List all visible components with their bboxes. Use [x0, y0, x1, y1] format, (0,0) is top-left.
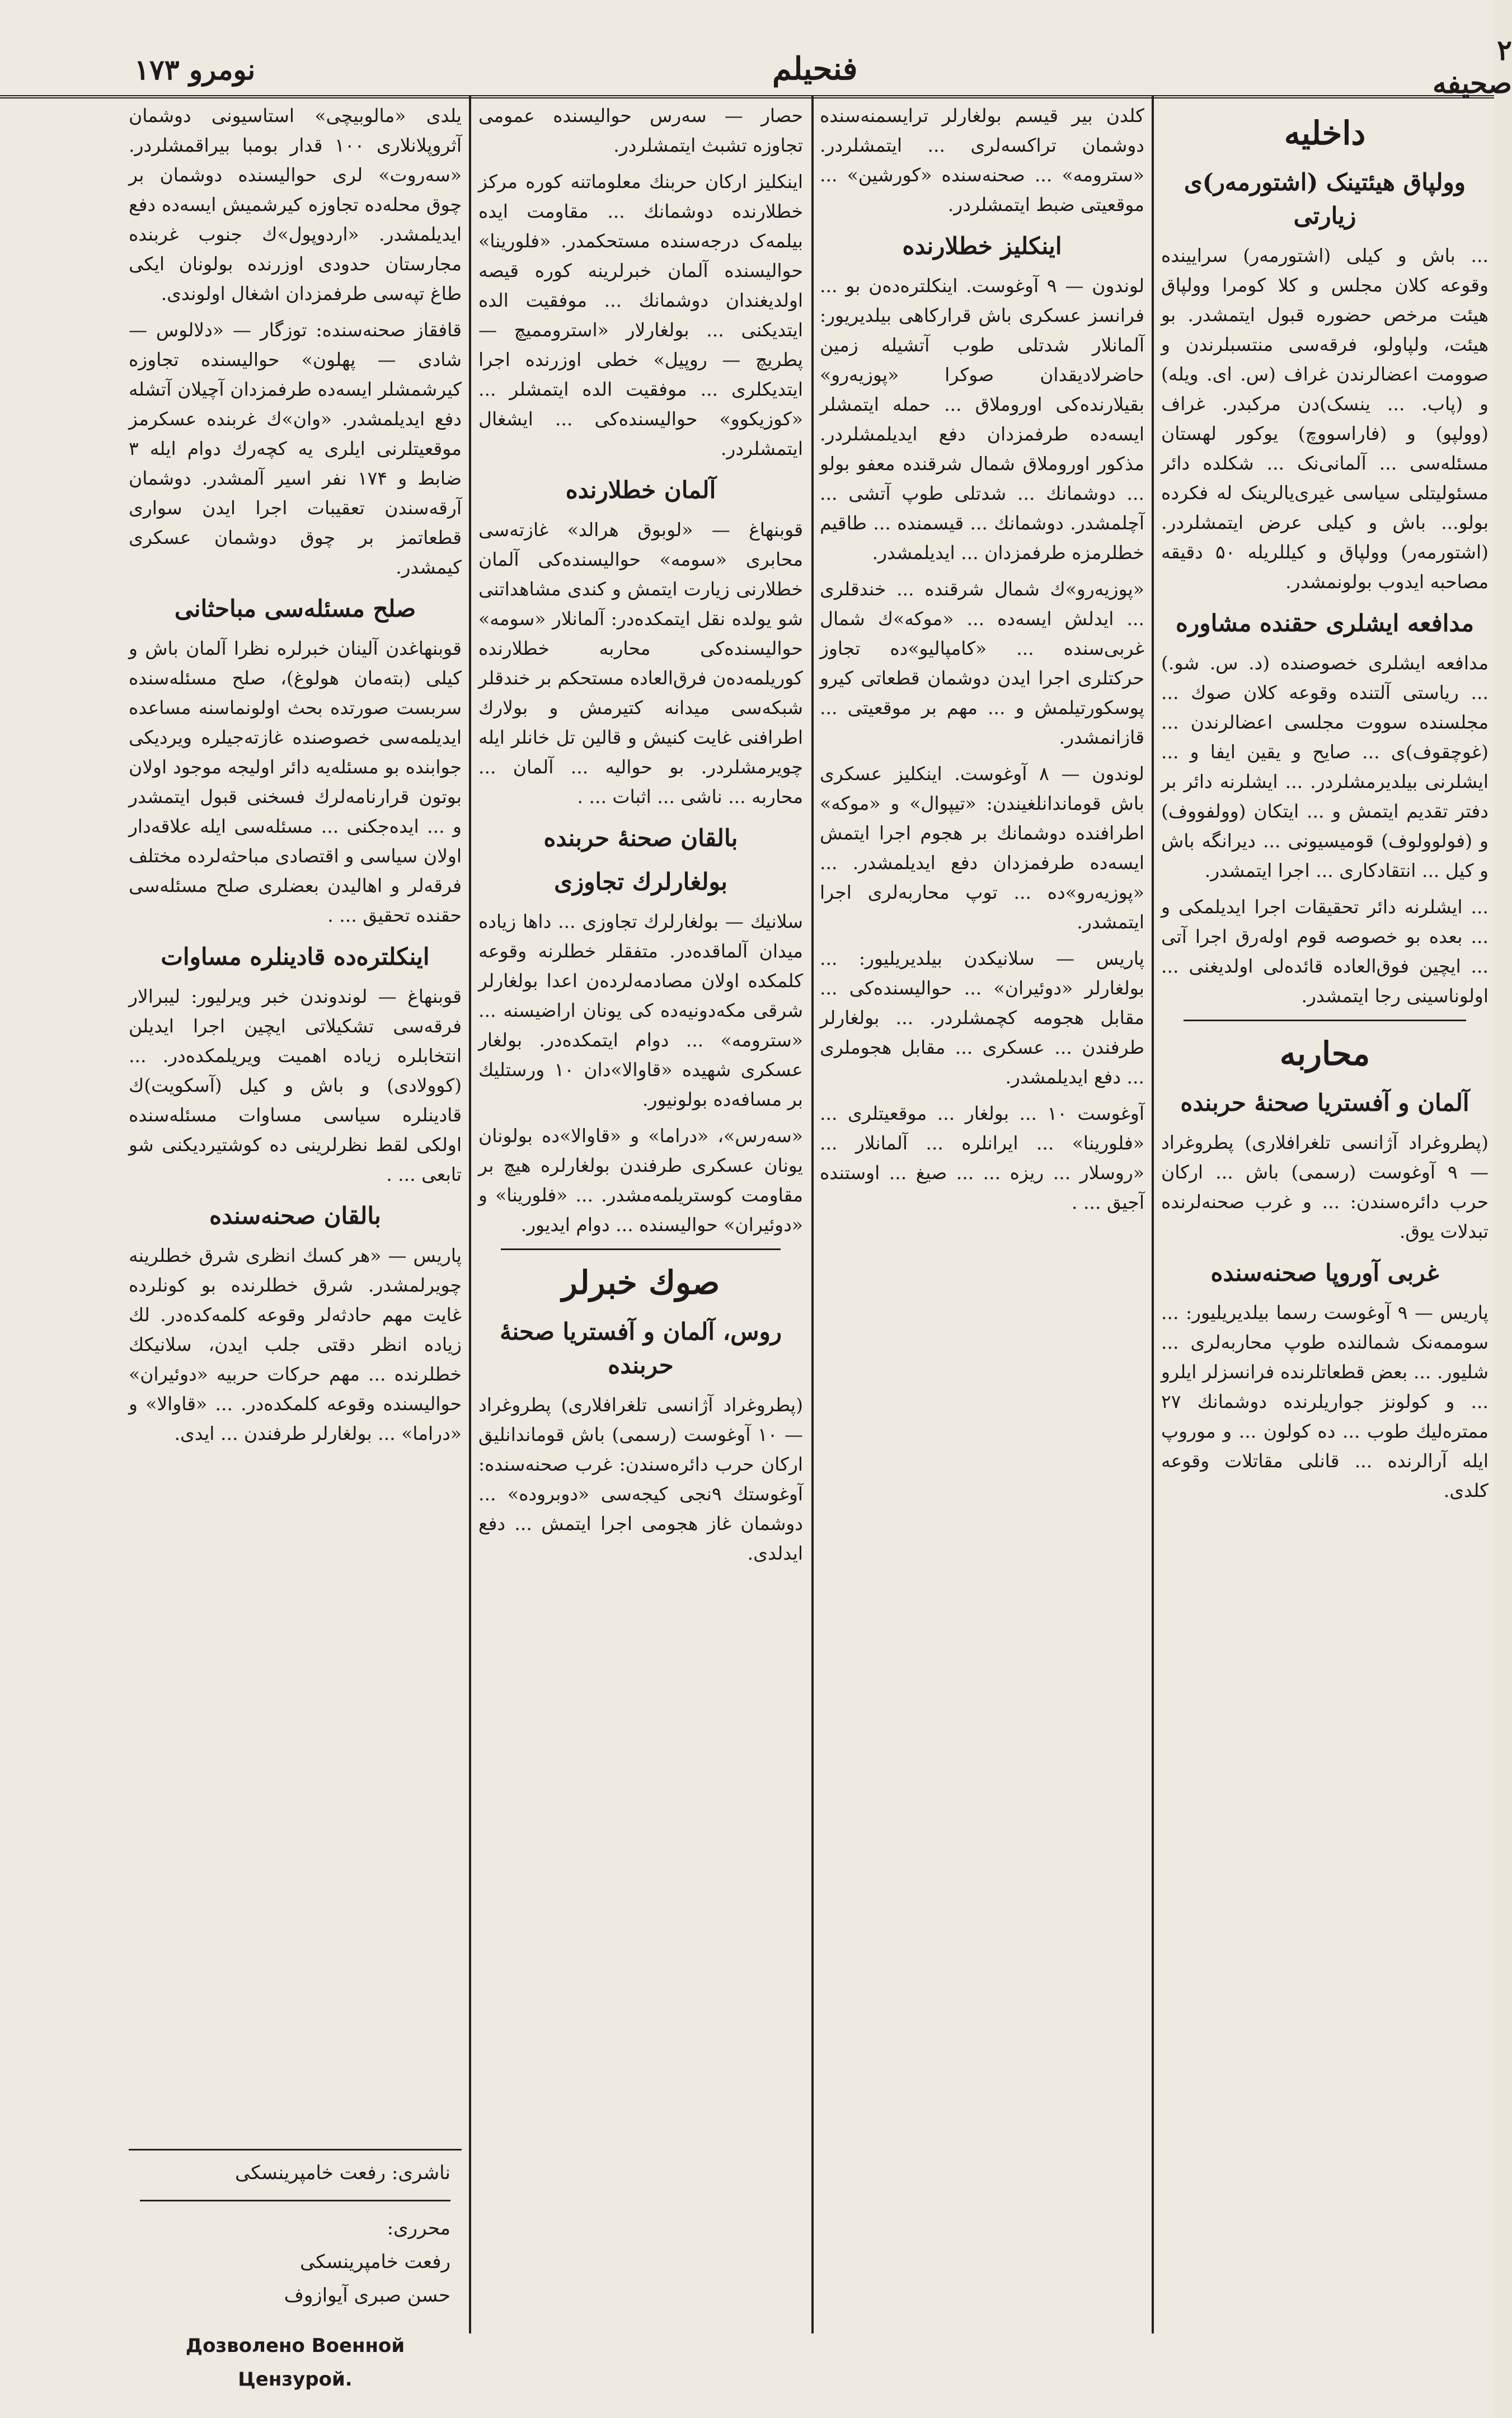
page-header: [0, 0, 1512, 100]
article-headline: مدافعه ایشلری حقنده مشاوره: [1176, 609, 1474, 637]
editors-label: محرری:: [387, 2217, 450, 2239]
article-subheadline: بولغارلرك تجاوزی: [554, 868, 727, 895]
article-paragraph: حصار — سه‌رس حوالیسنده عمومی تجاوزه تشبث ایتمشلردر.: [478, 105, 803, 156]
column-2: [478, 101, 803, 2396]
article-paragraph: سلانیك — بولغارلرك تجاوزی ... داها زیاده میدان آلماقده‌در. متفقلر خطلرنه وقوعه کلمکده اولان مصادمه‌لرده‌ن اعدا بولغارلر شرقی مکه‌دونیه‌ده کی یونان اراضیسنه ... «سترومه» ... دوام ایتمکده‌در. بولغار عسکری شهیده «قاوالا»دان ۱۰ ورستلیك بر مسافه‌ده بولونیور.: [478, 910, 803, 1110]
article-paragraph: (پطروغراد آژانسی تلغرافلاری) پطروغراد — ۹ آوغوست (رسمی) باش ... ارکان حرب دائره‌سندن: ... و غرب صحنه‌لرنده تبدلات یوق.: [1161, 1131, 1488, 1242]
article-headline: بالقان صحنه‌سنده: [209, 1202, 381, 1229]
article-paragraph: لوندون — ۸ آوغوست. اینکلیز عسکری باش قوماندانلغیندن: «تیپوال» و «موکه» اطرافنده دوشمانك بر هجوم اجرا ایتمش ایسه‌ده طرفمزدان دفع ایدیلمشدر. ... «پوزیه‌رو»ده ... توپ محاربه‌لری اجرا ایتمشدر.: [820, 763, 1144, 933]
section-title-domestic: داخلیه: [1284, 114, 1366, 152]
newspaper-title: فنحیلم: [772, 50, 858, 87]
column-rule: [1152, 95, 1154, 2334]
article-paragraph: مدافعه ایشلری خصوصنده (د. س. شو.) ... ریاستی آلتنده وقوعه کلان صوك ... مجلسنده سووت مجلسی اعضالرندن ... (غوچقوف)ی ... صایح و یقین ایفا و ... ایشلرنی بیلدیرمشلردر. ... ایشلرنه دائر بر دفتر تقدیم ایتمش و ... ایتکان (وولفووف) و (فولوولوف) قومیسیونی ... دیرانگه باش و کیل ... انتقادکاری ... اجرا ایتمشدر.: [1161, 652, 1488, 881]
publisher-label: ناشری:: [391, 2162, 450, 2184]
divider: [1184, 1020, 1466, 1021]
column-rule: [811, 95, 814, 2334]
section-title-war: محاربه: [1279, 1035, 1370, 1073]
article-headline: اینکلتره‌ده قادینلره مساوات: [161, 943, 430, 970]
divider: [501, 1248, 781, 1250]
article-paragraph: قوبنهاغدن آلینان خبرلره نظرا آلمان باش و کیلی (بته‌مان هولوغ)، صلح مسئله‌سنده سربست صورتده بحث اولونماسنه مساعده ایدیلمه‌سی خصوصنده غازته‌جیلره ویردیکی جوابنده بو مسئله‌یه دائر اولیجه موجود اولان بوتون قرارنامه‌لرك فسخنی قبول ایتمشدر و ... ایده‌جکنی ... مسئله‌سی ایله علاقه‌دار اولان سیاسی و اقتصادی مباحثه‌لرده مختلف فرقه‌لر و اهالیدن بعضلری صلح مسئله‌سی حقنده تحقیق ... .: [129, 637, 462, 926]
editor-name: رفعت خامپرینسکی: [299, 2251, 450, 2273]
editor-name: حسن صبری آیوازوف: [284, 2284, 450, 2307]
imprint-box: [129, 2149, 462, 2412]
article-paragraph: پاریس — ۹ آوغوست رسما بیلدیریلیور: ... سوممه‌نک شمالنده طوپ محاربه‌لری ... شلیور. ... بعض قطعاتلرنده فرانسزلر ایلرو ... و کولونز جواریلرنده دوشمانك ۲۷ ممتره‌لیك طوب ... ده کولون ... و موروپ ایله آرالرنده ... قانلی مقاتلات وقوعه کلدی.: [1161, 1302, 1488, 1501]
page-number: ۲ صحیفه: [1433, 34, 1512, 100]
article-paragraph: قوبنهاغ — لوندوندن خبر ویرلیور: لیبرالار فرقه‌سی تشکیلاتی ایچین اجرا ایدیلن انتخابلره زیاده اهمیت ویریلمکده‌در. ... (کوولادی) و باش و کیل (آسکویت)ك قادینلره سیاسی مساوات مسئله‌سنده اولکی لقط نظرلرینی ده کوشتیردیکنی شو تابعی ... .: [129, 985, 462, 1185]
publisher-line: [140, 2156, 450, 2190]
editors-block: [140, 2200, 450, 2312]
article-headline: آلمان و آفستریا صحنهٔ حربنده: [1180, 1089, 1469, 1116]
article-paragraph: «پوزیه‌رو»ك شمال شرقنده ... خندقلری ... ایدلش ایسه‌ده ... «موکه»ك شمال غربی‌سنده ... «کامپالیو»ده تجاوز حرکتلری اجرا ایدن دوشمان قطعاتی کیرو پوسکورتیلمش و ... مهم بر موقعیتی ... قازانمشدر.: [820, 578, 1144, 748]
article-paragraph: لوندون — ۹ آوغوست. اینکلتره‌ده‌ن بو ... فرانسز عسکری باش قرارکاهی بیلدیریور: آلمانلار شدتلی طوب آتشیله زمین حاضرلادیقدان صوکرا «پوزیه‌رو» بقیلارنده‌کی اوروملاق ... حمله ایتمشلر ایسه‌ده طرفمزدان دفع ایدیلمشلردر. مذکور اوروملاق شمال شرقنده معفو بولو ... دوشمانك ... شدتلی طوپ آتشی ... آچلمشدر. دوشمانك ... قیسمنده ... طاقیم خطلرمزه طرفمزدان ... ایدیلمشدر.: [820, 275, 1144, 564]
article-headline: بالقان صحنهٔ حربنده: [543, 824, 738, 852]
article-headline: آلمان خطلارنده: [565, 476, 716, 504]
article-paragraph: قوبنهاغ — «لوبوق هرالد» غازته‌سی محابری «سومه» حوالیسنده‌کی آلمان خطلارنی زیارت ایتمش و کندی مشاهداتنی شو یولده نقل ایتمکده‌در: آلمانلار «سومه» حوالیسنده‌کی محاربه خطلارنده کوریلمه‌ده‌ن فرق‌العاده مستحکم بر خندقلر شبکه‌سی میدانه کتیرمش و بولارك اطرافنی غایت کنیش و قالین تل خانلر ایله چویرمشلردر. بو حوالیه ... آلمان ... محاربه ... ناشی ... اثبات ... .: [478, 519, 803, 807]
article-paragraph: پاریس — سلانیکدن بیلدیریلیور: ... بولغارلر «دوئیران» ... حوالیسنده‌کی ... مقابل هجومه کچمشلردر. ... بولغارلر طرفندن ... عسکری ... مقابل هجوملری ... دفع ایدیلمشدر.: [820, 947, 1144, 1088]
column-left: [129, 101, 462, 2149]
section-title-latest-news: صوك خبرلر: [561, 1264, 720, 1302]
article-headline: وولپاق هیئتینک (اشتورمه‌ر)ی زیارتی: [1184, 168, 1466, 229]
article-paragraph: پاریس — «هر کسك انظری شرق خطلرینه چویرلمشدر. شرق خطلرنده بو کونلرده غایت مهم حادثه‌لر وقوعه کلمه‌کده‌در. لك زیاده انظر دقتی جلب ایدن، سلانیكك خطلرنده ... مهم حرکات حربیه «دوئیران» حوالیسنده وقوعه کلمکده‌در. ... «قاوالا» و «دراما» ... بولغارلر طرفندن ... ایدی.: [129, 1245, 462, 1444]
article-paragraph: یلدی «مالوبیچی» استاسیونی دوشمان آثروپلانلاری ۱۰۰ قدار بومبا بیراقمشلردر. «سه‌روت» لری حوالیسنده دوشمان بر چوق محله‌ده تجاوزه کیرشمیش ایسه‌ده دفع ایدیلمشدر. «اردوپول»ك جنوب غربنده مجارستان حدودی اوزرنده بولونان ایکی طاغ تپه‌سی طرفمزدان اشغال اولوندی.: [129, 105, 462, 304]
article-paragraph: ... ایشلرنه دائر تحقیقات اجرا ایدیلمکی و ... بعده بو خصوصه قوم اوله‌رق اجرا آتی ... ایچین فوق‌العاده قائده‌لی اولدیغنی ... اولوناسینی رجا ایتمشدر.: [1161, 896, 1488, 1007]
article-paragraph: آوغوست ۱۰ ... بولغار ... موقعیتلری ... «فلورینا» ... ایرانلره ... آلمانلار ... «روسلار ... ریزه ... ... صیغ ... اوستنده آجیق ... .: [820, 1102, 1144, 1213]
article-paragraph: کلدن بیر قیسم بولغارلر ترایسمنه‌سنده دوشمان تراکسه‌لری ... ایتمشلردر. «سترومه» ... صحنه‌سنده «کورشین» ... موقعیتی ضبط ایتمشلردر.: [820, 105, 1144, 215]
article-paragraph: (پطروغراد آژانسی تلغرافلاری) پطروغراد — ۱۰ آوغوست (رسمی) باش قوماندانلیق ارکان حرب دائره‌سندن: غرب صحنه‌سنده: آوغوستك ۹نجی کیجه‌سی «دوبروده» ... دوشمان غاز هجومی اجرا ایتمش ... دفع ایدلدی.: [478, 1394, 803, 1564]
column-rule: [469, 95, 471, 2334]
column-3: [820, 101, 1144, 2396]
imprint: [129, 2149, 462, 2402]
article-paragraph: «سه‌رس»، «دراما» و «قاوالا»ده بولونان یونان عسکری طرفندن بولغارلره هیچ بر مقاومت کوستریلمه‌مشدر. ... «فلورینا» و «دوئیران» حوالیسنده ... دوام ایدیور.: [478, 1125, 803, 1236]
issue-number: نومرو ۱۷۳: [134, 53, 256, 86]
article-headline: غربی آوروپا صحنه‌سنده: [1210, 1259, 1439, 1287]
article-headline: صلح مسئله‌سی مباحثانی: [174, 595, 416, 622]
article-headline: اینکلیز خطلارنده: [902, 232, 1062, 260]
article-headline: روس، آلمان و آفستریا صحنهٔ حربنده: [499, 1318, 782, 1379]
article-paragraph: اینکلیز ارکان حربنك معلوماتنه کوره مرکز خطلارنده دوشمانك ... مقاومت ایده بیلمه‌ک درجه‌سنده مستحکمدر. «فلورینا» حوالیسنده آلمان خبرلرینه کوره قیصه اولدیغندان دوشمانك ... موفقیت الده ایتدیکنی ... بولغارلار «استروممیچ — پطریچ — روپیل» خطی اوزرنده اجرا ایتدیکلری ... موفقیت الده ایتمشلر ... «کوزیکوو» حوالیسنده‌کی ... ایشغال ایتمشلردر.: [478, 171, 803, 459]
article-paragraph: ... باش و کیلی (اشتورمه‌ر) سرایینده وقوعه کلان مجلس و کلا کومرا وولپاق هیئت مرخص حضوره قبول ایتمشدر. بو هیئت، ولپاولو، فرقه‌سی منتسبلرندن و صوومت اعضالرندن غراف (س. ای. ویله) و (پاب. ... ینسک)دن مرکبدر. غراف (وولپو) و (فاراسووچ) یوکور لهستان مسئله‌سی ... آلمانی‌نک ... شکلده دائر مسئولیتلی سیاسی غیری‌یالرینک له فکرده بولو... باش و کیلی عرض ایتمشلردر. (اشتورمه‌ر) وولپاق و کیللریله ۵۰ دقیقه مصاحبه ایدوب بولونمشدر.: [1161, 245, 1488, 593]
column-right: [1161, 101, 1488, 2396]
publisher-name: رفعت خامپرینسکی: [235, 2162, 386, 2184]
censor-note: Дозволено Военной Цензурой.: [185, 2335, 405, 2391]
article-paragraph: قافقاز صحنه‌سنده: توزگار — «دلالوس — شادی — پهلون» حوالیسنده تجاوزه کیرشمشلر ایسه‌ده طرفمزدان آچیلان آتشله دفع ایدیلمشدر. «وان»ك غربنده عسکرمز موقعیتلرنی ایلری یه کچه‌رك دوام ایله ۳ ضابط و ۱۷۴ نفر اسیر آلمشدر. دوشمان آرقه‌سندن تعقیبات اجرا ایدن سواری قطعاتمز بر چوق دوشمان عسکری کیمشدر.: [129, 319, 462, 578]
